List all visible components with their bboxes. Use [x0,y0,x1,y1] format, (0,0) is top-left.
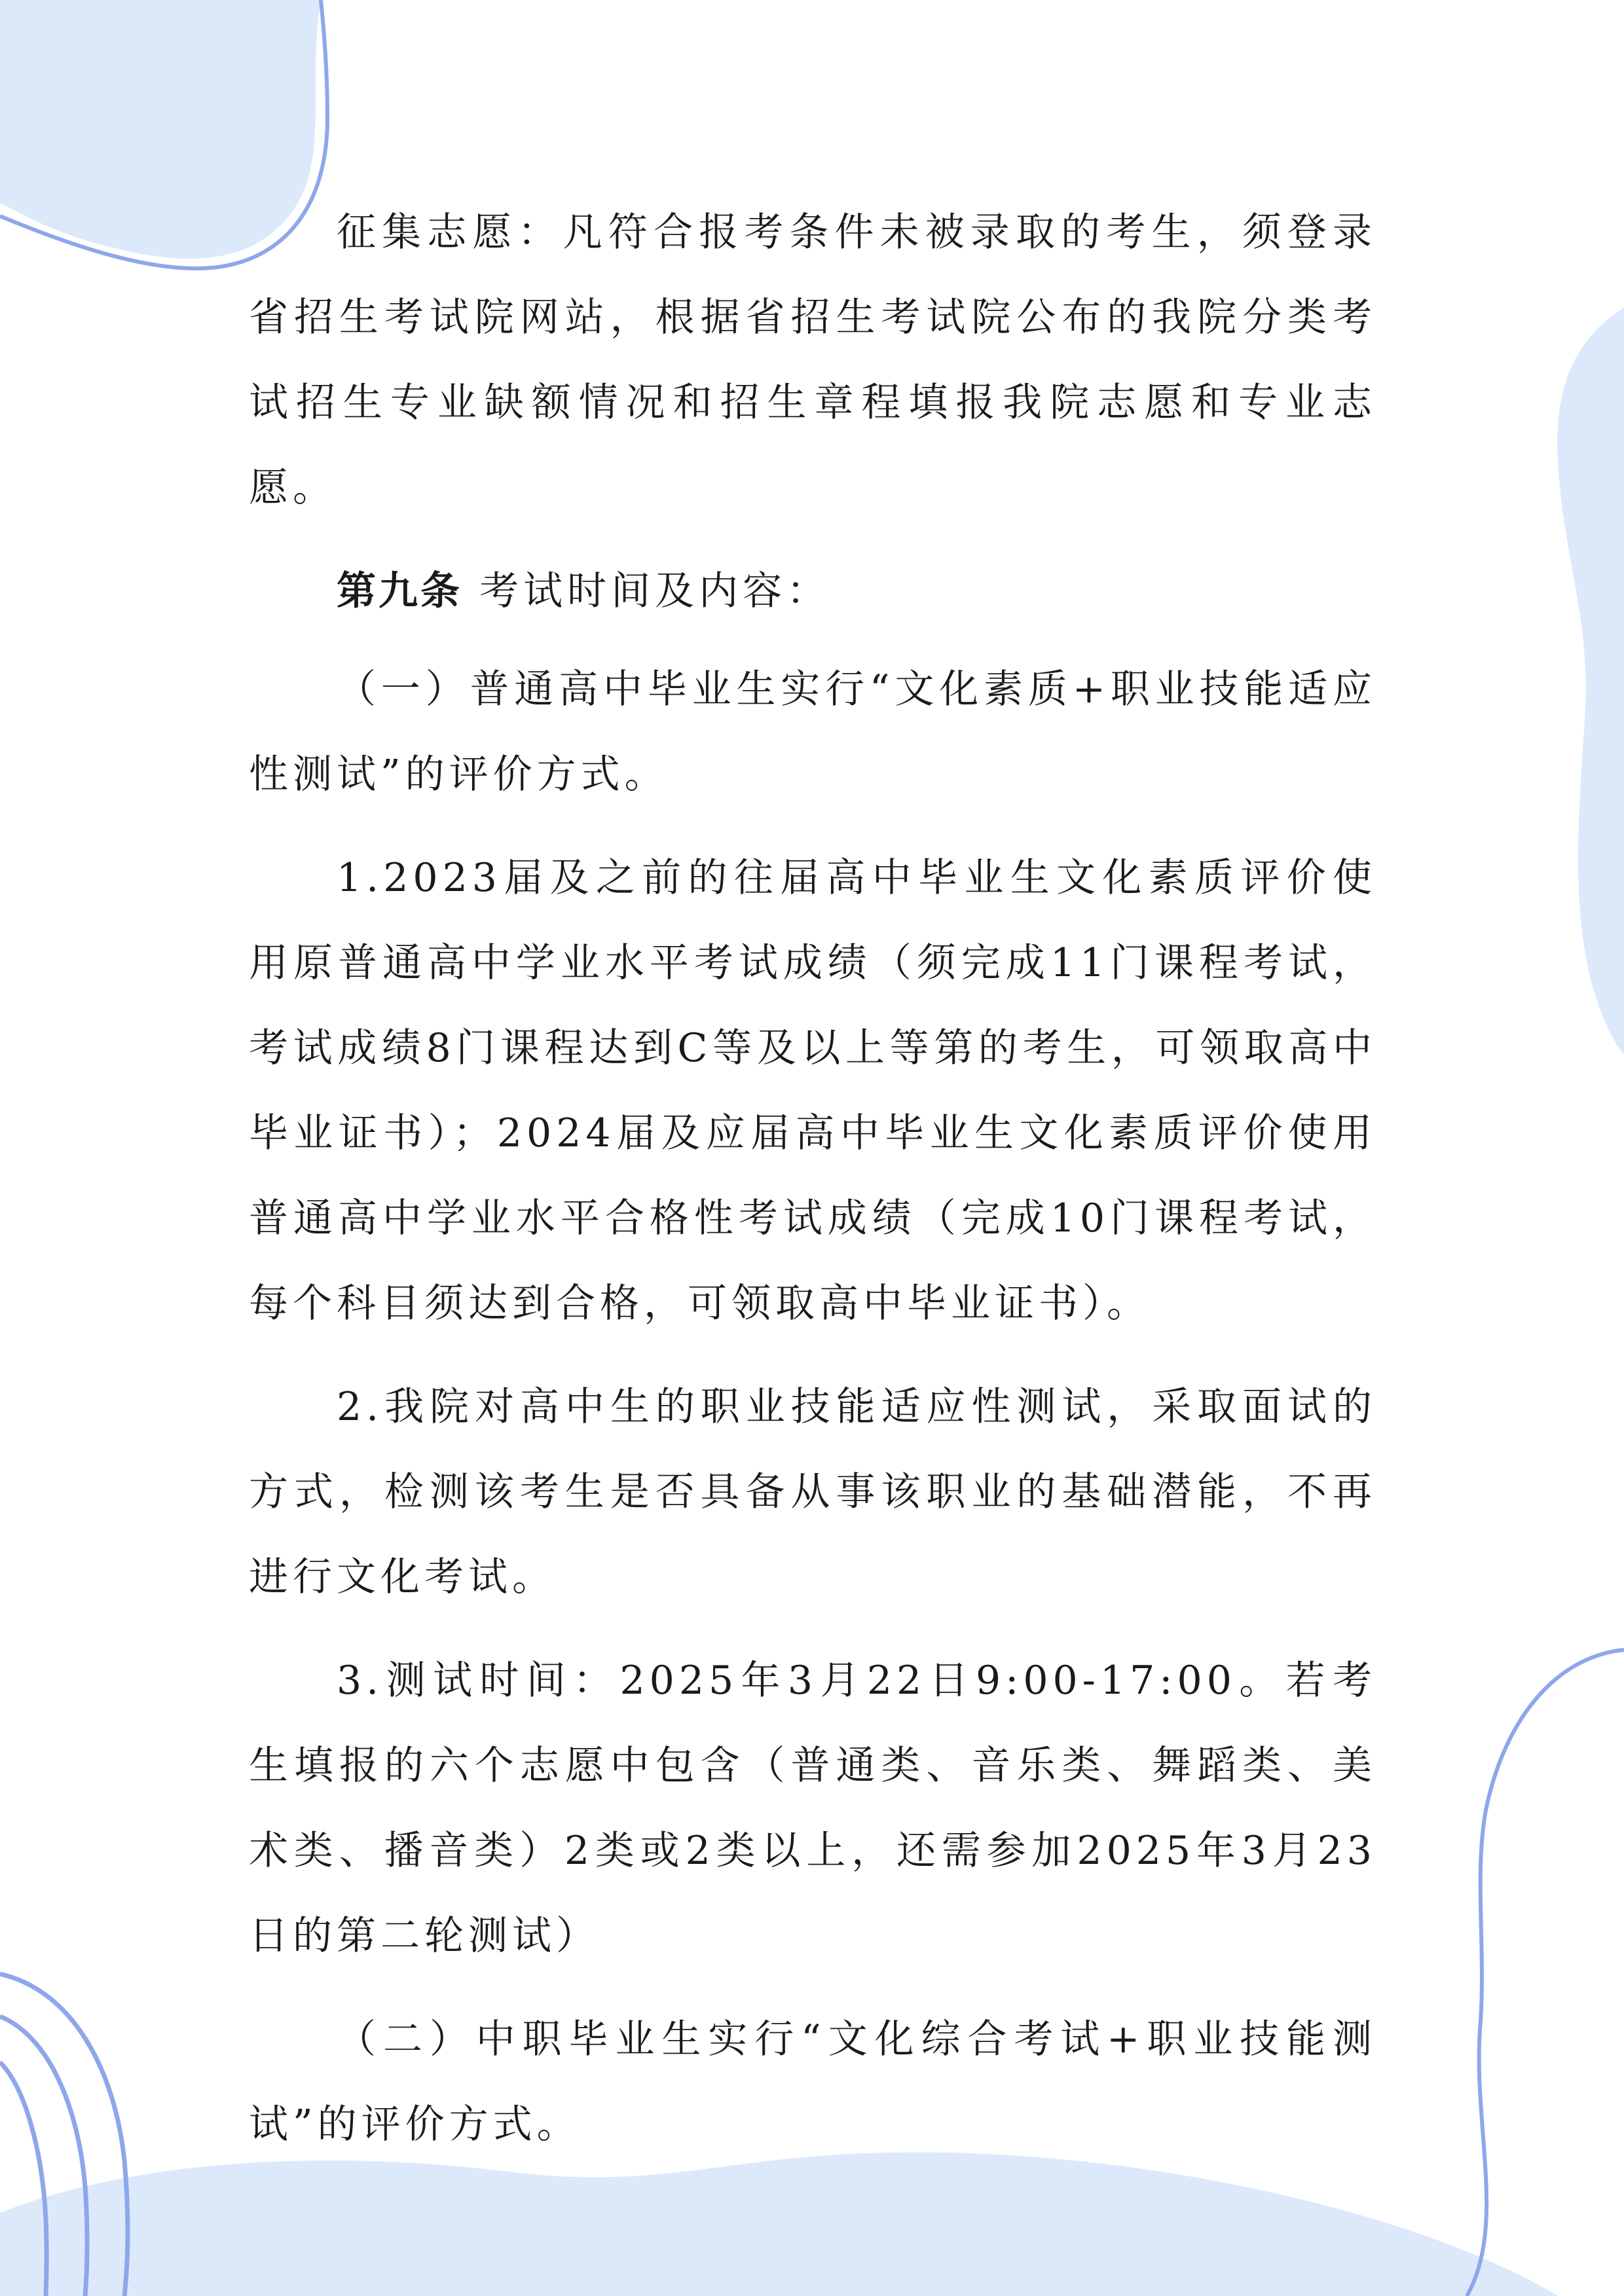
paragraph-item-2: 2.我院对高中生的职业技能适应性测试，采取面试的方式，检测该考生是否具备从事该职业的基础潜能，不再进行文化考试。 [249,1384,1376,1600]
document-body [249,190,1376,2185]
article-title: 考试时间及内容： [479,568,831,614]
paragraph-vocational-evaluation: （二）中职毕业生实行“文化综合考试+职业技能测试”的评价方式。 [249,2016,1376,2147]
paragraph-supplementary-application: 征集志愿：凡符合报考条件未被录取的考生，须登录省招生考试院网站，根据省招生考试院公布的我院分类考试招生专业缺额情况和招生章程填报我院志愿和专业志愿。 [249,210,1376,511]
article-nine [249,549,1376,634]
article-label: 第九条 [337,568,462,614]
right-blob [1557,308,1624,1054]
paragraph-item-3: 3.测试时间：2025年3月22日9:00-17:00。若考生填报的六个志愿中包含（普通类、音乐类、舞蹈类、美术类、播音类）2类或2类以上，还需参加2025年3月23日的第二轮测试） [249,1658,1376,1959]
bottom-right-curve [1467,1650,1624,2296]
paragraph-high-school-evaluation: （一）普通高中毕业生实行“文化素质+职业技能适应性测试”的评价方式。 [249,666,1376,797]
paragraph-item-1: 1.2023届及之前的往届高中毕业生文化素质评价使用原普通高中学业水平考试成绩（须完成11门课程考试，考试成绩8门课程达到C等及以上等第的考生，可领取高中毕业证书）；2024届及应届高中毕业生文化素质评价使用普通高中学业水平合格性考试成绩（完成10门课程考试，每个科目须达到合格，可领取高中毕业证书）。 [249,855,1376,1326]
